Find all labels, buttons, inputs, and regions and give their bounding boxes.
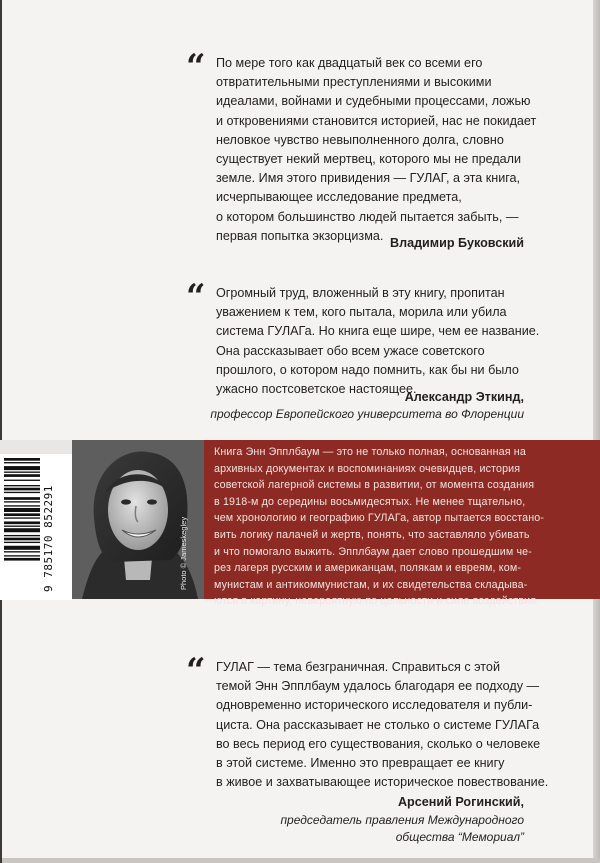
barcode-bar [4, 474, 40, 477]
barcode-bar [4, 508, 40, 512]
quote-3-affiliation: председатель правления Международного общества “Мемориал” [280, 813, 524, 844]
quote-mark-icon: “ [186, 651, 203, 691]
barcode-bar [4, 555, 40, 556]
barcode-bar [4, 472, 40, 473]
barcode-bar [4, 526, 40, 527]
cover-edge-shadow [593, 0, 600, 863]
spine-line-top [0, 0, 2, 440]
barcode-bars [0, 454, 72, 600]
quote-1-text: По мере того как двадцатый век со всеми его отвратительными преступлениями и высокими идеалами, войнами и судебными процессами, ложью и откровениями становится историей, нас не покидает неловкое чувство невыполненного долга, словно существует некий мертвец, которого мы не предали земле. Имя этого привидения — ГУЛАГ, а эта книга, исчерпывающее исследование предмета, о котором большинство людей пытается забыть, — первая попытка экзорцизма. [216, 56, 537, 243]
barcode-bar [4, 492, 40, 493]
quote-3-author: Арсений Рогинский, [397, 795, 524, 809]
spine-line-bottom [0, 600, 2, 863]
barcode-bar [4, 521, 40, 524]
barcode-bar [4, 513, 40, 516]
quote-1-author: Владимир Буковский [389, 236, 524, 250]
photo-credit: Photo © Jameskegley [179, 516, 188, 590]
book-description: Книга Энн Эпплбаум — это не только полная, основанная на архивных документах и воспоминаниях очевидцев, история советской лагерной системы в развитии, от момента создания в 1918-м до середины восьмидесятых. Не менее тщательно, чем хронологию и географию ГУЛАГа, автор пытается восстано- вить логику палачей и жертв, понять, что заставляло убивать и что помогало выжить. Эпплбаум дает слово прошедшим че- рез лагеря русским и американцам, полякам и евреям, ком- мунистам и антикоммунистам, и их свидетельства складыва- ются в картину, невероятную по цельности и силе воздействия. [214, 446, 545, 608]
quote-2-text: Огромный труд, вложенный в эту книгу, пропитан уважением к тем, кого пытала, морила или убила система ГУЛАГа. Но книга еще шире, чем ее название. Она рассказывает обо всем ужасе советского прошлого, о котором надо помнить, как бы ни было ужасно постсоветское настоящее. [216, 286, 540, 397]
barcode-bar [4, 505, 40, 506]
barcode-bar [4, 528, 40, 532]
barcode-bar [4, 558, 40, 561]
quote-mark-icon: “ [186, 47, 203, 87]
barcode-bar [4, 480, 40, 481]
barcode-bar [4, 538, 40, 541]
cover-bottom-edge [0, 858, 600, 863]
barcode-bar [4, 497, 40, 500]
barcode-bar [4, 542, 40, 543]
barcode-bar [4, 488, 40, 491]
barcode-bar [4, 458, 40, 461]
quote-3-text: ГУЛАГ — тема безграничная. Справиться с этой темой Энн Эпплбаум удалось благодаря ее подходу — одновременно исторического исследователя и публи- циста. Она рассказывает не столько о системе ГУЛАГа во весь период его существования, сколько о человеке в этой системе. Именно это превращает ее книгу в живое и захватывающее историческое повествование. [216, 660, 549, 790]
barcode-bar [4, 501, 40, 502]
quote-2-affiliation: профессор Европейского университета во Флоренции [210, 407, 524, 421]
barcode-bar [4, 466, 40, 470]
isbn-number: 9 785170 852291 [42, 485, 55, 592]
barcode [0, 454, 72, 600]
barcode-bar [4, 485, 40, 486]
barcode-bar [4, 517, 40, 518]
barcode-bar [4, 551, 40, 552]
barcode-bar [4, 462, 40, 463]
quote-2-author: Александр Эткинд, [404, 390, 524, 404]
barcode-bar [4, 535, 40, 536]
barcode-bar [4, 546, 40, 550]
quote-mark-icon: “ [186, 277, 203, 317]
